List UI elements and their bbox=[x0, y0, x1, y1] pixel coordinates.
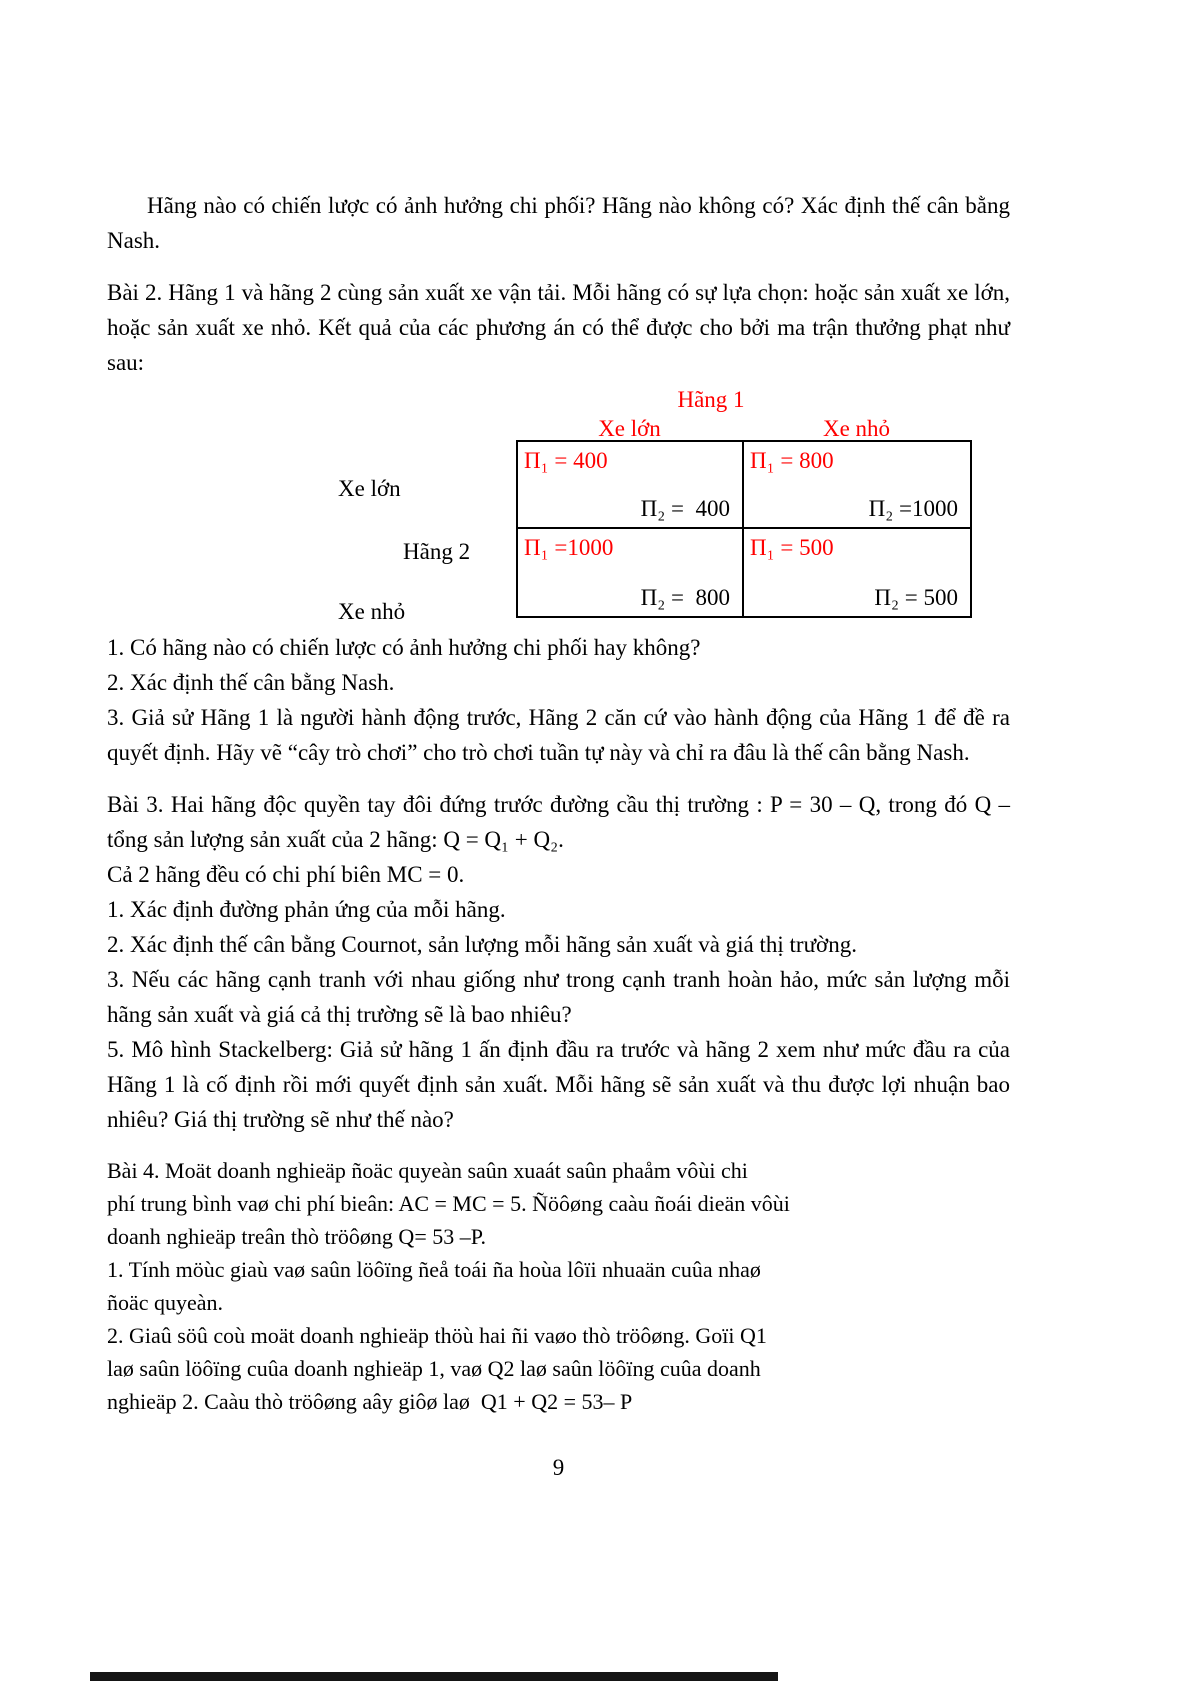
payoff-cell-r2c2 bbox=[744, 529, 970, 616]
bai4-line: doanh nghieäp treân thò tröôøng Q= 53 –P. bbox=[107, 1224, 487, 1249]
section-gap bbox=[107, 1137, 1010, 1154]
bai4-line: 1. Tính möùc giaù vaø saûn löôïng ñeå toái ña hoùa lôïi nhuaän cuûa nhaø bbox=[107, 1257, 761, 1282]
payoff-cell-r1c1 bbox=[518, 442, 744, 529]
matrix-row-small-label: Xe nhỏ bbox=[338, 599, 406, 624]
payoff-table bbox=[516, 440, 972, 618]
bai4-line: nghieäp 2. Caàu thò tröôøng aây giôø laø Q1 + Q2 = 53– P bbox=[107, 1389, 633, 1414]
bai4-line: Bài 4. Moät doanh nghieäp ñoäc quyeàn saûn xuaát saûn phaåm vôùi chi bbox=[107, 1158, 748, 1183]
bottom-artifact-bar bbox=[90, 1672, 778, 1681]
page-number: 9 bbox=[552, 1455, 565, 1480]
payoff-pi2-value: Π₂ =1000 bbox=[868, 496, 958, 521]
bai4-line: 2. Giaû söû coù moät doanh nghieäp thöù hai ñi vaøo thò tröôøng. Goïi Q1 bbox=[107, 1323, 767, 1348]
bai2-intro-paragraph: Bài 2. Hãng 1 và hãng 2 cùng sản xuất xe vận tải. Mỗi hãng có sự lựa chọn: hoặc sản xuất xe lớn, hoặc sản xuất xe nhỏ. Kết quả của các phương án có thể được cho bởi ma trận thưởng phạt như sau: bbox=[107, 280, 1010, 375]
payoff-pi2-value: Π₂ = 500 bbox=[874, 585, 958, 610]
matrix-col-large-label: Xe lớn bbox=[598, 416, 661, 441]
payoff-pi1-value: Π₁ = 500 bbox=[750, 535, 834, 560]
page-content bbox=[107, 188, 1010, 1485]
bai4-line: laø saûn löôïng cuûa doanh nghieäp 1, vaø Q2 laø saûn löôïng cuûa doanh bbox=[107, 1356, 761, 1381]
bai2-question-3: 3. Giả sử Hãng 1 là người hành động trước, Hãng 2 căn cứ vào hành động của Hãng 1 để đề ra quyết định. Hãy vẽ “cây trò chơi” cho trò chơi tuần tự này và chỉ ra đâu là thế cân bằng Nash. bbox=[107, 705, 1010, 765]
payoff-pi1-value: Π₁ =1000 bbox=[524, 535, 614, 560]
bai4-block bbox=[107, 1154, 897, 1418]
bai3-intro-paragraph: Bài 3. Hai hãng độc quyền tay đôi đứng trước đường cầu thị trường : P = 30 – Q, trong đó Q – tổng sản lượng sản xuất của 2 hãng: Q = Q₁ + Q₂. bbox=[107, 792, 1010, 852]
matrix-col-small-label: Xe nhỏ bbox=[822, 416, 891, 441]
matrix-row-large-label: Xe lớn bbox=[338, 476, 401, 501]
payoff-pi2-value: Π₂ = 400 bbox=[640, 496, 730, 521]
intro-paragraph: Hãng nào có chiến lược có ảnh hưởng chi phối? Hãng nào không có? Xác định thế cân bằng Nash. bbox=[107, 193, 1010, 253]
bai4-line: phí trung bình vaø chi phí bieân: AC = MC = 5. Ñöôøng caàu ñoái dieän vôùi bbox=[107, 1191, 790, 1216]
bai3-question-3: 3. Nếu các hãng cạnh tranh với nhau giống như trong cạnh tranh hoàn hảo, mức sản lượng mỗi hãng sản xuất và giá cả thị trường sẽ là bao nhiêu? bbox=[107, 967, 1010, 1027]
bai2-question-1: 1. Có hãng nào có chiến lược có ảnh hưởng chi phối hay không? bbox=[107, 635, 701, 660]
bai3-line-mc: Cả 2 hãng đều có chi phí biên MC = 0. bbox=[107, 862, 465, 887]
section-gap bbox=[107, 770, 1010, 787]
bai3-question-5: 5. Mô hình Stackelberg: Giả sử hãng 1 ấn định đầu ra trước và hãng 2 xem như mức đầu ra của Hãng 1 là cố định rồi mới quyết định sản xuất. Mỗi hãng sẽ sản xuất và thu được lợi nhuận bao nhiêu? Giá thị trường sẽ như thế nào? bbox=[107, 1037, 1010, 1132]
payoff-pi2-value: Π₂ = 800 bbox=[640, 585, 730, 610]
payoff-pi1-value: Π₁ = 800 bbox=[750, 448, 834, 473]
payoff-matrix bbox=[107, 382, 1010, 630]
matrix-player2-label: Hãng 2 bbox=[403, 539, 471, 564]
payoff-cell-r2c1 bbox=[518, 529, 744, 616]
matrix-player1-label: Hãng 1 bbox=[677, 387, 745, 412]
bai4-line: ñoäc quyeàn. bbox=[107, 1290, 224, 1315]
payoff-cell-r1c2 bbox=[744, 442, 970, 529]
bai2-question-2: 2. Xác định thế cân bằng Nash. bbox=[107, 670, 395, 695]
payoff-pi1-value: Π₁ = 400 bbox=[524, 448, 608, 473]
bai3-question-2: 2. Xác định thế cân bằng Cournot, sản lượng mỗi hãng sản xuất và giá thị trường. bbox=[107, 932, 857, 957]
bai3-question-1: 1. Xác định đường phản ứng của mỗi hãng. bbox=[107, 897, 506, 922]
